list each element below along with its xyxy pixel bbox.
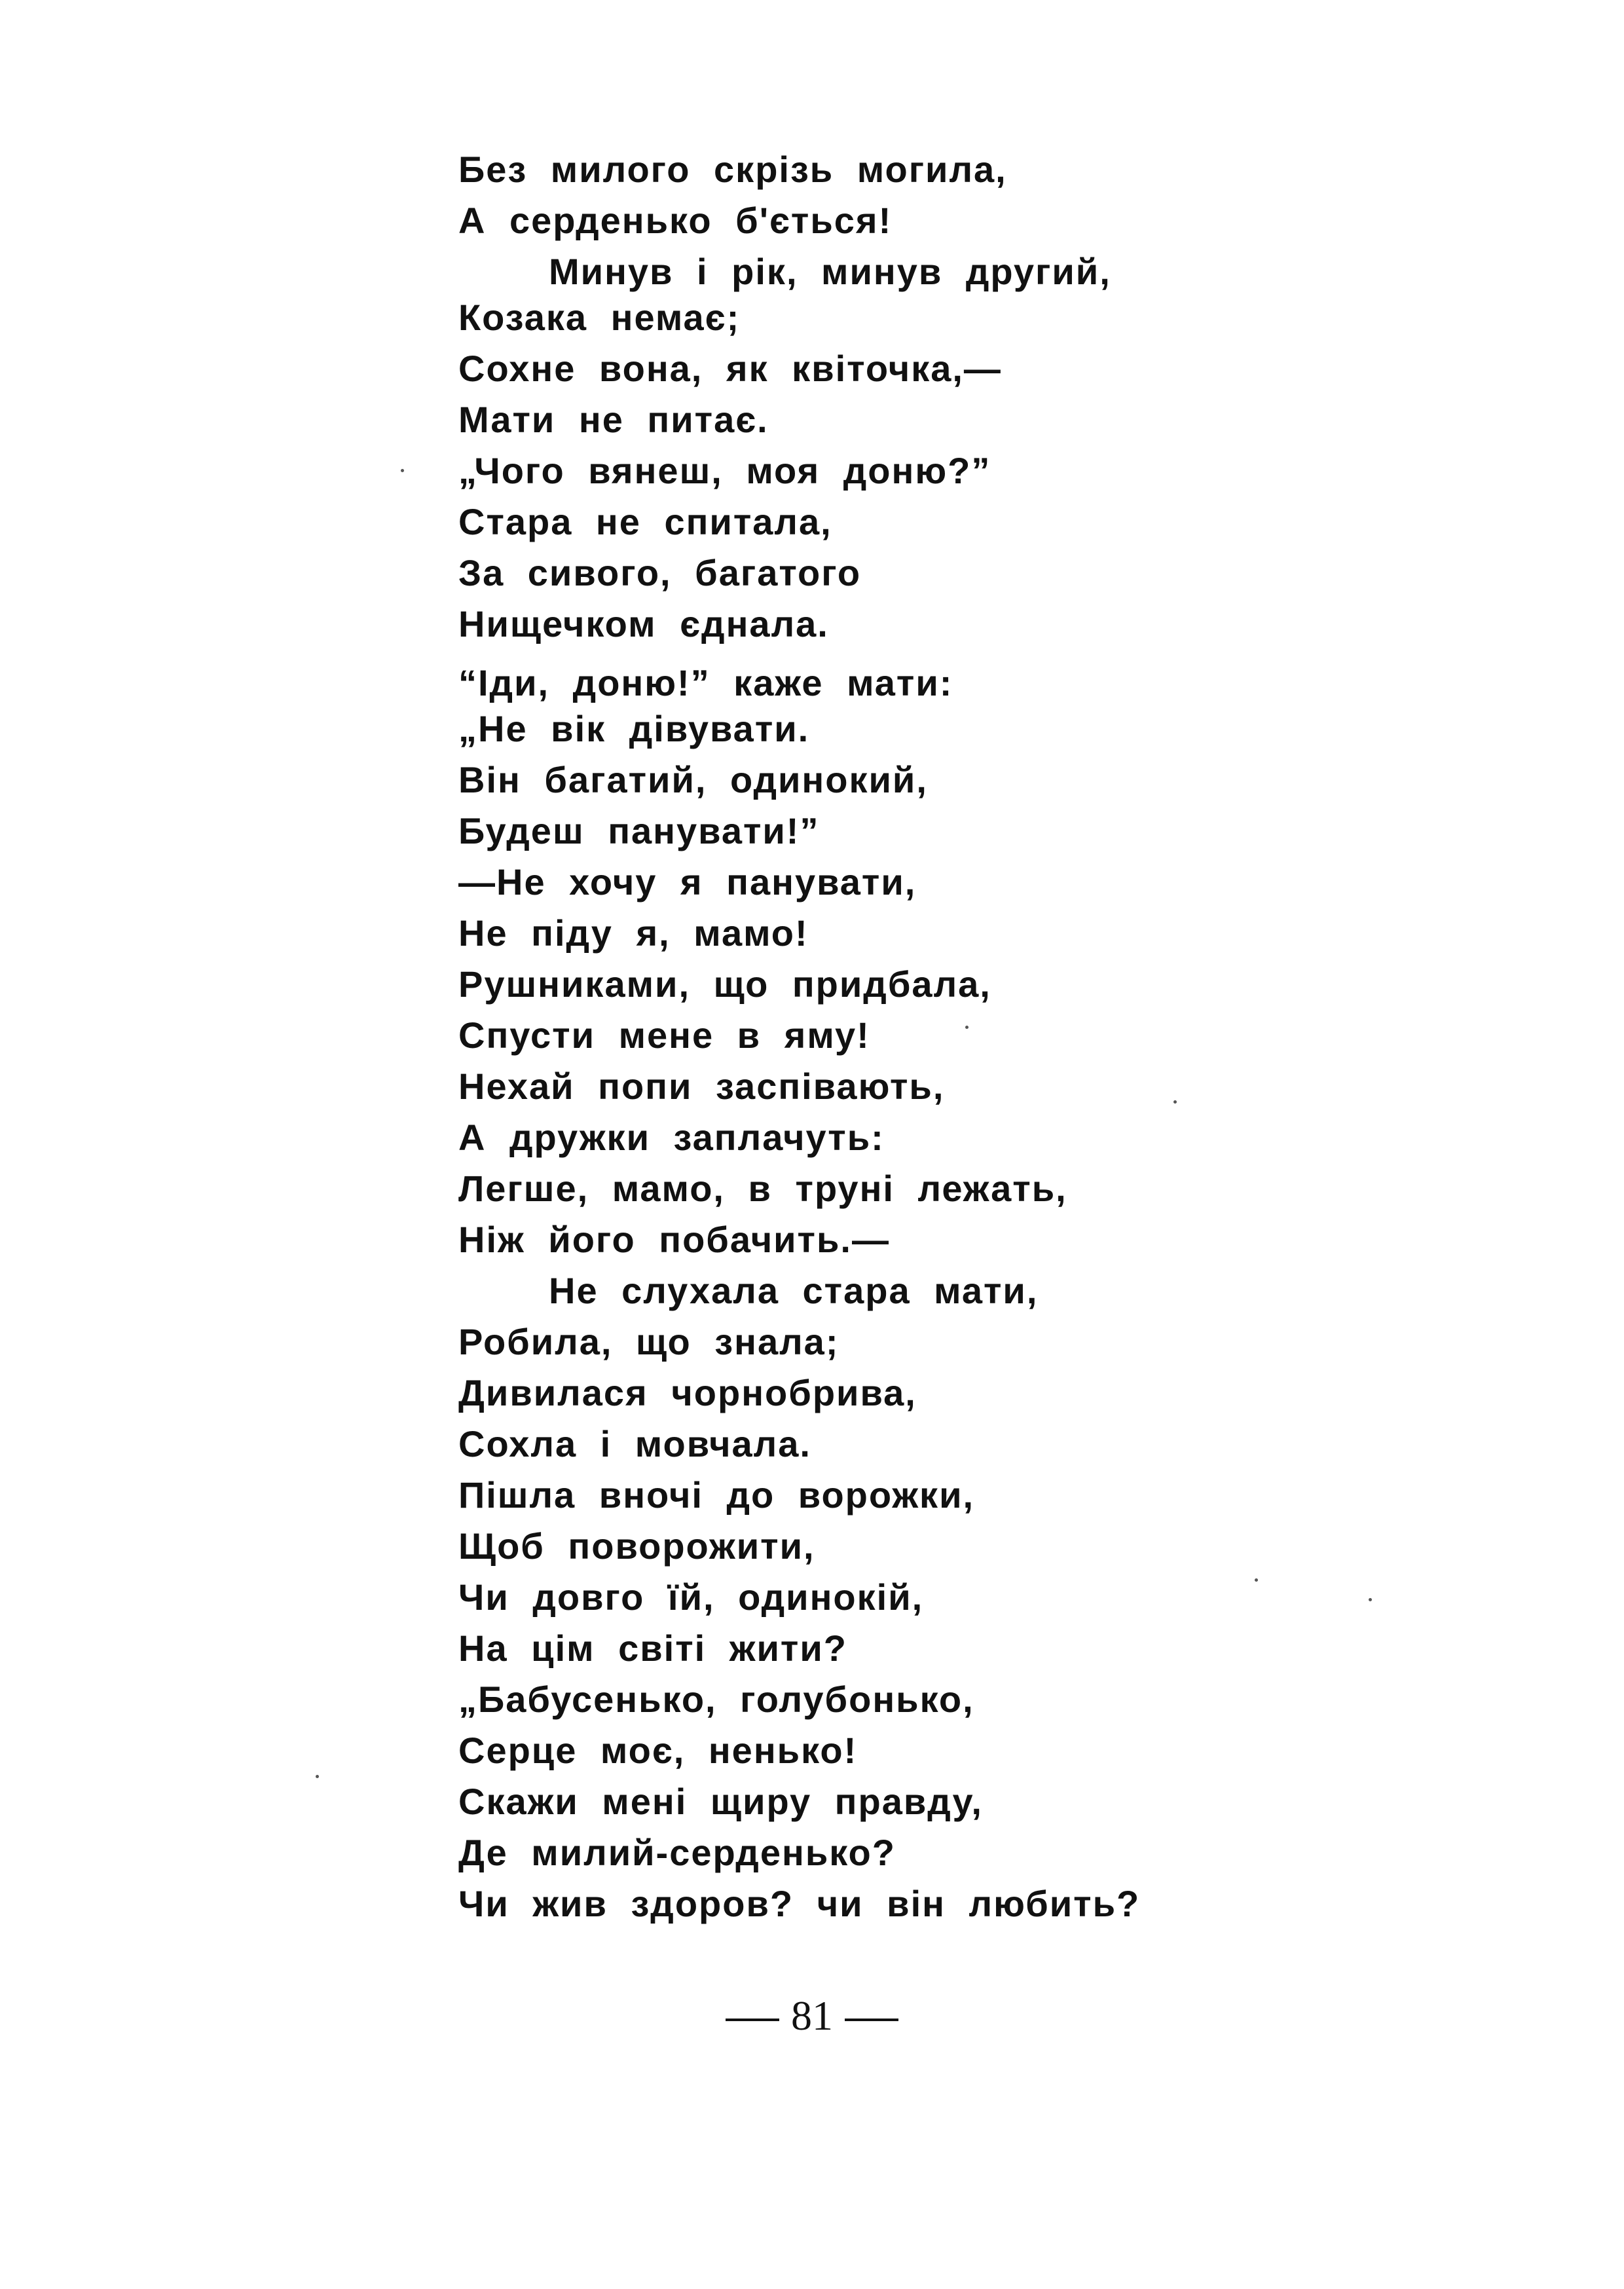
poem-line: Дивилася чорнобрива, (458, 1372, 917, 1413)
poem-line: „Бабусенько, голубонько, (458, 1679, 974, 1720)
page-number (0, 1991, 1624, 2041)
poem-line: Козака немає; (458, 297, 741, 338)
scan-speck (965, 1026, 969, 1029)
poem-line: Щоб поворожити, (458, 1525, 815, 1567)
poem-line: Сохне вона, як квіточка,— (458, 348, 1002, 389)
poem-line: Де милий-серденько? (458, 1832, 896, 1873)
poem-line: Без милого скрізь могила, (458, 149, 1007, 190)
scan-speck (401, 469, 404, 472)
scan-speck (1369, 1598, 1372, 1601)
poem-line: Сохла і мовчала. (458, 1423, 811, 1464)
poem-line: Він багатий, одинокий, (458, 759, 928, 800)
poem-line: Нехай попи заспівають, (458, 1066, 945, 1107)
scan-speck (316, 1775, 319, 1778)
poem-line: А дружки заплачуть: (458, 1117, 885, 1158)
poem-line: Чи жив здоров? чи він любить? (458, 1883, 1141, 1924)
poem-line: Серце моє, ненько! (458, 1730, 858, 1771)
poem-line: Пішла вночі до ворожки, (458, 1474, 975, 1516)
page-number-value: 81 (791, 1992, 833, 2039)
poem-line: —Не хочу я панувати, (458, 861, 917, 903)
poem-line: Не піду я, мамо! (458, 912, 809, 954)
poem-line: Робила, що знала; (458, 1321, 840, 1362)
poem-line: Не слухала стара мати, (549, 1270, 1039, 1311)
poem-line: Ніж його побачить.— (458, 1219, 890, 1260)
poem-line: Скажи мені щиру правду, (458, 1781, 983, 1822)
poem-line: За сивого, багатого (458, 552, 862, 593)
poem-line: Будеш панувати!” (458, 810, 820, 851)
poem-line: „Не вік дівувати. (458, 708, 810, 749)
poem-line: На цім світі жити? (458, 1628, 847, 1669)
poem-line: Спусти мене в яму! (458, 1014, 870, 1056)
scan-speck (1173, 1100, 1177, 1104)
poem-line: Рушниками, що придбала, (458, 963, 991, 1005)
poem-line: Мати не питає. (458, 399, 769, 440)
scan-speck (1255, 1578, 1258, 1582)
poem-line: Стара не спитала, (458, 501, 832, 542)
poem-line: “Іди, доню!” каже мати: (458, 662, 953, 703)
poem-line: „Чого вянеш, моя доню?” (458, 450, 991, 491)
dash-right (845, 2019, 898, 2021)
poem-line: Чи довго їй, одинокій, (458, 1576, 924, 1618)
poem-line: Минув і рік, минув другий, (549, 251, 1111, 292)
poem-line: Легше, мамо, в труні лежать, (458, 1168, 1067, 1209)
poem-line: Нищечком єднала. (458, 603, 829, 644)
dash-left (726, 2019, 779, 2021)
poem-line: А серденько б'ється! (458, 200, 893, 241)
